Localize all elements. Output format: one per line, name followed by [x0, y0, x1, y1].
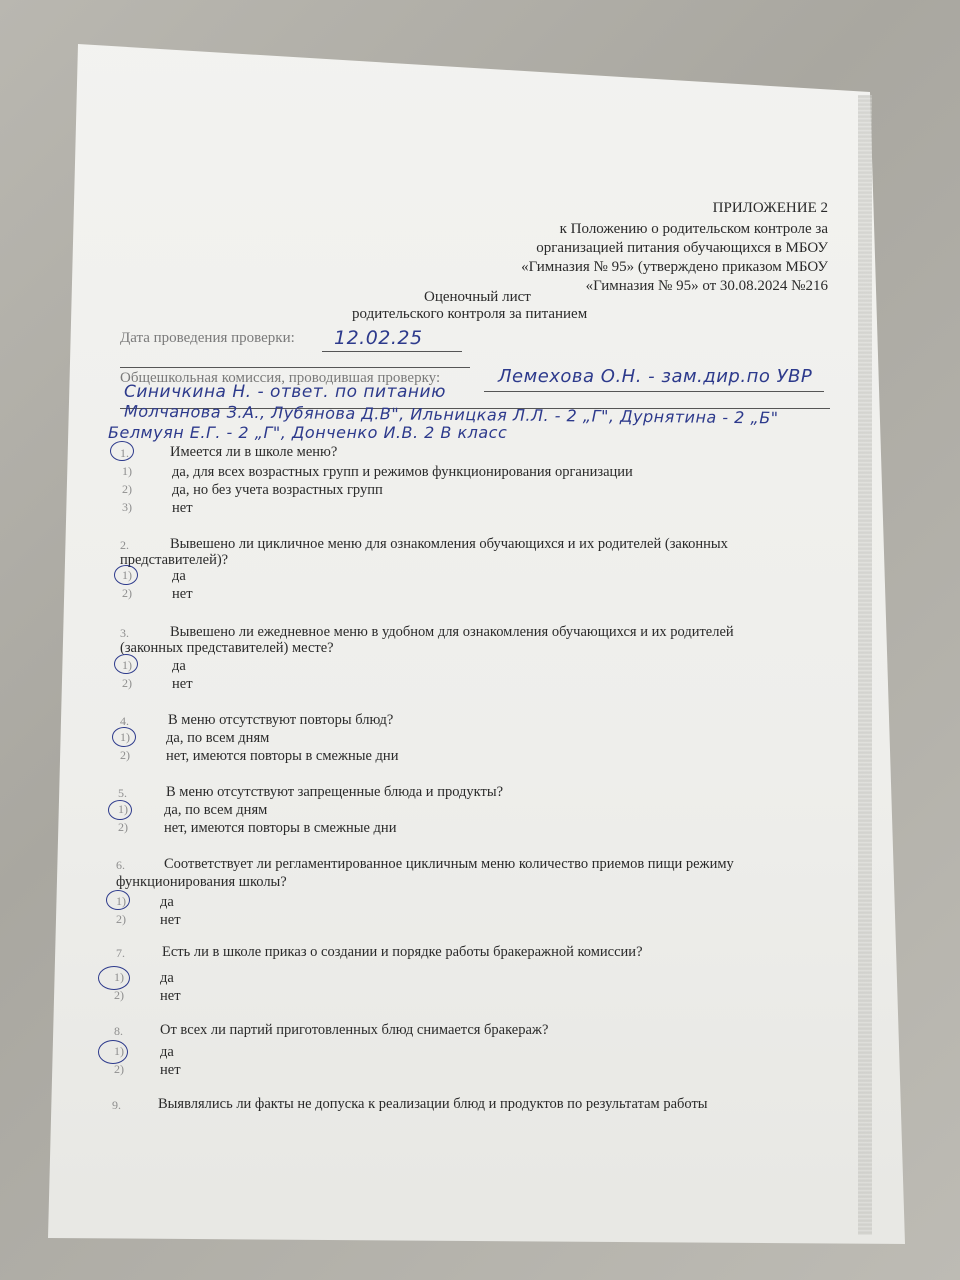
- option-number: 2): [118, 820, 128, 834]
- option-number: 2): [122, 676, 132, 690]
- option-text: нет: [172, 586, 193, 602]
- answer-circle-mark: [110, 441, 134, 461]
- question-number: 4.: [120, 714, 129, 728]
- question-text: Выявлялись ли факты не допуска к реализации блюд и продуктов по результатам работы: [158, 1096, 708, 1112]
- option-text: да, но без учета возрастных групп: [172, 482, 383, 498]
- option-number: 3): [122, 500, 132, 514]
- handwritten-member-1: Лемехова О.Н. - зам.дир.по УВР: [498, 366, 813, 387]
- option-number: 1): [120, 730, 130, 744]
- option-text: да: [172, 568, 186, 584]
- option-number: 2): [122, 482, 132, 496]
- option-number: 1): [122, 568, 132, 582]
- handwritten-members-4: Белмуян Е.Г. - 2 „Г", Донченко И.В. 2 В класс: [108, 423, 508, 442]
- option-text: да: [160, 894, 174, 910]
- option-text: нет: [160, 988, 181, 1004]
- question-number: 6.: [116, 858, 125, 872]
- option-text: да: [160, 970, 174, 986]
- question-number: 9.: [112, 1098, 121, 1112]
- question-text: От всех ли партий приготовленных блюд снимается бракераж?: [160, 1022, 549, 1038]
- question-text: Вывешено ли цикличное меню для ознакомления обучающихся и их родителей (законных: [170, 536, 728, 552]
- question-text: Вывешено ли ежедневное меню в удобном для ознакомления обучающихся и их родителей: [170, 624, 734, 640]
- appendix-title: ПРИЛОЖЕНИЕ 2: [712, 200, 828, 216]
- date-underline: [322, 351, 462, 352]
- header-line-4: «Гимназия № 95» от 30.08.2024 №216: [585, 278, 828, 294]
- option-number: 2): [116, 912, 126, 926]
- option-number: 1): [118, 802, 128, 816]
- option-text: нет: [172, 500, 193, 516]
- question-text: Имеется ли в школе меню?: [170, 444, 338, 460]
- option-number: 1): [122, 658, 132, 672]
- option-text: да, по всем дням: [166, 730, 270, 746]
- scan-edge-artifact: [858, 95, 872, 1235]
- option-text: да, для всех возрастных групп и режимов функционирования организации: [172, 464, 633, 480]
- option-text: нет: [172, 676, 193, 692]
- option-text: да: [160, 1044, 174, 1060]
- sheet-title-line-2: родительского контроля за питанием: [352, 306, 588, 322]
- header-line-3: «Гимназия № 95» (утверждено приказом МБОУ: [521, 259, 828, 275]
- commission-underline-1: [484, 391, 824, 392]
- option-text: нет: [160, 912, 181, 928]
- date-label: Дата проведения проверки:: [120, 330, 295, 346]
- option-number: 1): [122, 464, 132, 478]
- blank-line: [120, 367, 470, 368]
- option-text: нет, имеются повторы в смежные дни: [166, 748, 399, 764]
- option-text: нет, имеются повторы в смежные дни: [164, 820, 397, 836]
- option-number: 2): [122, 586, 132, 600]
- question-number: 8.: [114, 1024, 123, 1038]
- question-number: 1.: [120, 446, 129, 460]
- option-number: 2): [114, 988, 124, 1002]
- question-text: Есть ли в школе приказ о создании и порядке работы бракеражной комиссии?: [162, 944, 643, 960]
- question-text: Соответствует ли регламентированное цикличным меню количество приемов пищи режиму: [164, 856, 734, 872]
- question-text: В меню отсутствуют повторы блюд?: [168, 712, 394, 728]
- sheet-title-line-1: Оценочный лист: [424, 289, 531, 305]
- question-number: 2.: [120, 538, 129, 552]
- option-text: да: [172, 658, 186, 674]
- option-number: 2): [114, 1062, 124, 1076]
- commission-label: Общешкольная комиссия, проводившая проверку:: [120, 370, 441, 386]
- handwritten-members-3: Молчанова З.А., Лубянова Д.В", Ильницкая Л.Л. - 2 „Г", Дурнятина - 2 „Б": [123, 401, 779, 428]
- question-text: В меню отсутствуют запрещенные блюда и продукты?: [166, 784, 504, 800]
- date-value-handwritten: 12.02.25: [334, 327, 423, 349]
- option-number: 1): [116, 894, 126, 908]
- option-text: да, по всем дням: [164, 802, 268, 818]
- option-number: 1): [114, 1044, 124, 1058]
- option-text: нет: [160, 1062, 181, 1078]
- question-number: 7.: [116, 946, 125, 960]
- question-number: 5.: [118, 786, 127, 800]
- question-3-continued: (законных представителей) месте?: [120, 640, 334, 656]
- question-number: 3.: [120, 626, 129, 640]
- question-2-continued: представителей)?: [120, 552, 229, 568]
- question-6-continued: функционирования школы?: [116, 874, 287, 890]
- option-number: 1): [114, 970, 124, 984]
- handwritten-member-2: Синичкина Н. - ответ. по питанию: [124, 382, 446, 402]
- header-line-1: к Положению о родительском контроле за: [559, 221, 828, 237]
- header-line-2: организацией питания обучающихся в МБОУ: [536, 240, 828, 256]
- option-number: 2): [120, 748, 130, 762]
